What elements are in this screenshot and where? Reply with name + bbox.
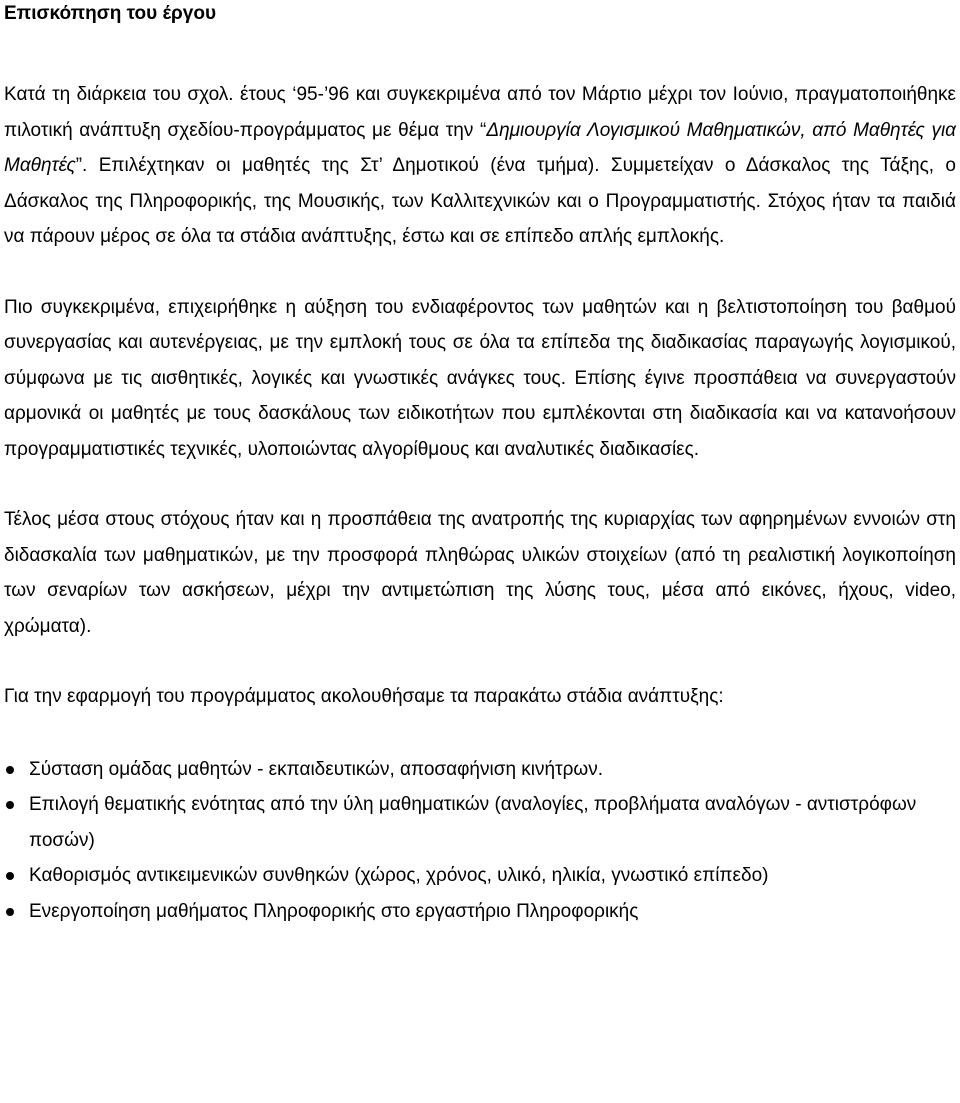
- paragraph-overview-rest: ”. Επιλέχτηκαν οι μαθητές της Στ’ Δημοτικού (ένα τμήμα). Συμμετείχαν ο Δάσκαλος της Τάξης, ο Δάσκαλος της Πληροφορικής, της Μουσικής, των Καλλιτεχνικών και ο Προγραμματιστής. Στόχος ήταν τα παιδιά να πάρουν μέρος σε όλα τα στάδια ανάπτυξης, έστω και σε επίπεδο απλής εμπλοκής.: [4, 155, 956, 247]
- paragraph-overview: [4, 77, 956, 255]
- bullet-icon: [6, 801, 14, 809]
- list-item-text: Καθορισμός αντικειμενικών συνθηκών (χώρος, χρόνος, υλικό, ηλικία, γνωστικό επίπεδο): [29, 865, 769, 886]
- paragraph-goals: Τέλος μέσα στους στόχους ήταν και η προσπάθεια της ανατροπής της κυριαρχίας των αφηρημένων εννοιών στη διδασκαλία των μαθηματικών, με την προσφορά πληθώρας υλικών στοιχείων (από τη ρεαλιστική λογικοποίηση των σεναρίων των ασκήσεων, μέχρι την αντιμετώπιση της λύσης τους, μέσα από εικόνες, ήχους, video, χρώματα).: [4, 509, 956, 637]
- paragraph-stages-intro: Για την εφαρμογή του προγράμματος ακολουθήσαμε τα παρακάτω στάδια ανάπτυξης:: [4, 686, 724, 707]
- list-item-text: Ενεργοποίηση μαθήματος Πληροφορικής στο εργαστήριο Πληροφορικής: [29, 900, 639, 922]
- paragraph-overview-start: Κατά τη διάρκεια του σχολ. έτους ‘95-’96 και συγκεκριμένα από τον Μάρτιο μέχρι τον Ιούνιο, πραγματοποιήθηκε πιλοτική ανάπτυξη σχεδίου-προγράμματος με θέμα την “: [4, 84, 956, 141]
- paragraph-objectives: Πιο συγκεκριμένα, επιχειρήθηκε η αύξηση του ενδιαφέροντος των μαθητών και η βελτιστοποίηση του βαθμού συνεργασίας και αυτενέργειας, με την εμπλοκή τους σε όλα τα επίπεδα της διαδικασίας παραγωγής λογισμικού, σύμφωνα με τις αισθητικές, λογικές και γνωστικές ανάγκες τους. Επίσης έγινε προσπάθεια να συνεργαστούν αρμονικά οι μαθητές με τους δασκάλους των ειδικοτήτων που εμπλέκονται στη διαδικασία και να κατανοήσουν προγραμματιστικές τεχνικές, υλοποιώντας αλγορίθμους και αναλυτικές διαδικασίες.: [4, 296, 956, 460]
- project-title-emphasis: Δημιουργία Λογισμικού Μαθηματικών, από Μαθητές για Μαθητές: [4, 119, 956, 176]
- list-item-text: Σύσταση ομάδας μαθητών - εκπαιδευτικών, αποσαφήνιση κινήτρων.: [29, 758, 604, 780]
- bullet-icon: [6, 908, 14, 916]
- list-item: [4, 787, 956, 858]
- bullet-icon: [6, 872, 14, 880]
- list-item: [4, 858, 956, 894]
- list-item-text: Επιλογή θεματικής ενότητας από την ύλη μαθηματικών (αναλογίες, προβλήματα αναλόγων - αντιστρόφων ποσών): [29, 794, 917, 851]
- list-item: [4, 752, 956, 788]
- section-title: Επισκόπηση του έργου: [4, 3, 217, 24]
- list-item: [4, 894, 956, 930]
- stages-list: [4, 752, 956, 930]
- bullet-icon: [6, 766, 14, 774]
